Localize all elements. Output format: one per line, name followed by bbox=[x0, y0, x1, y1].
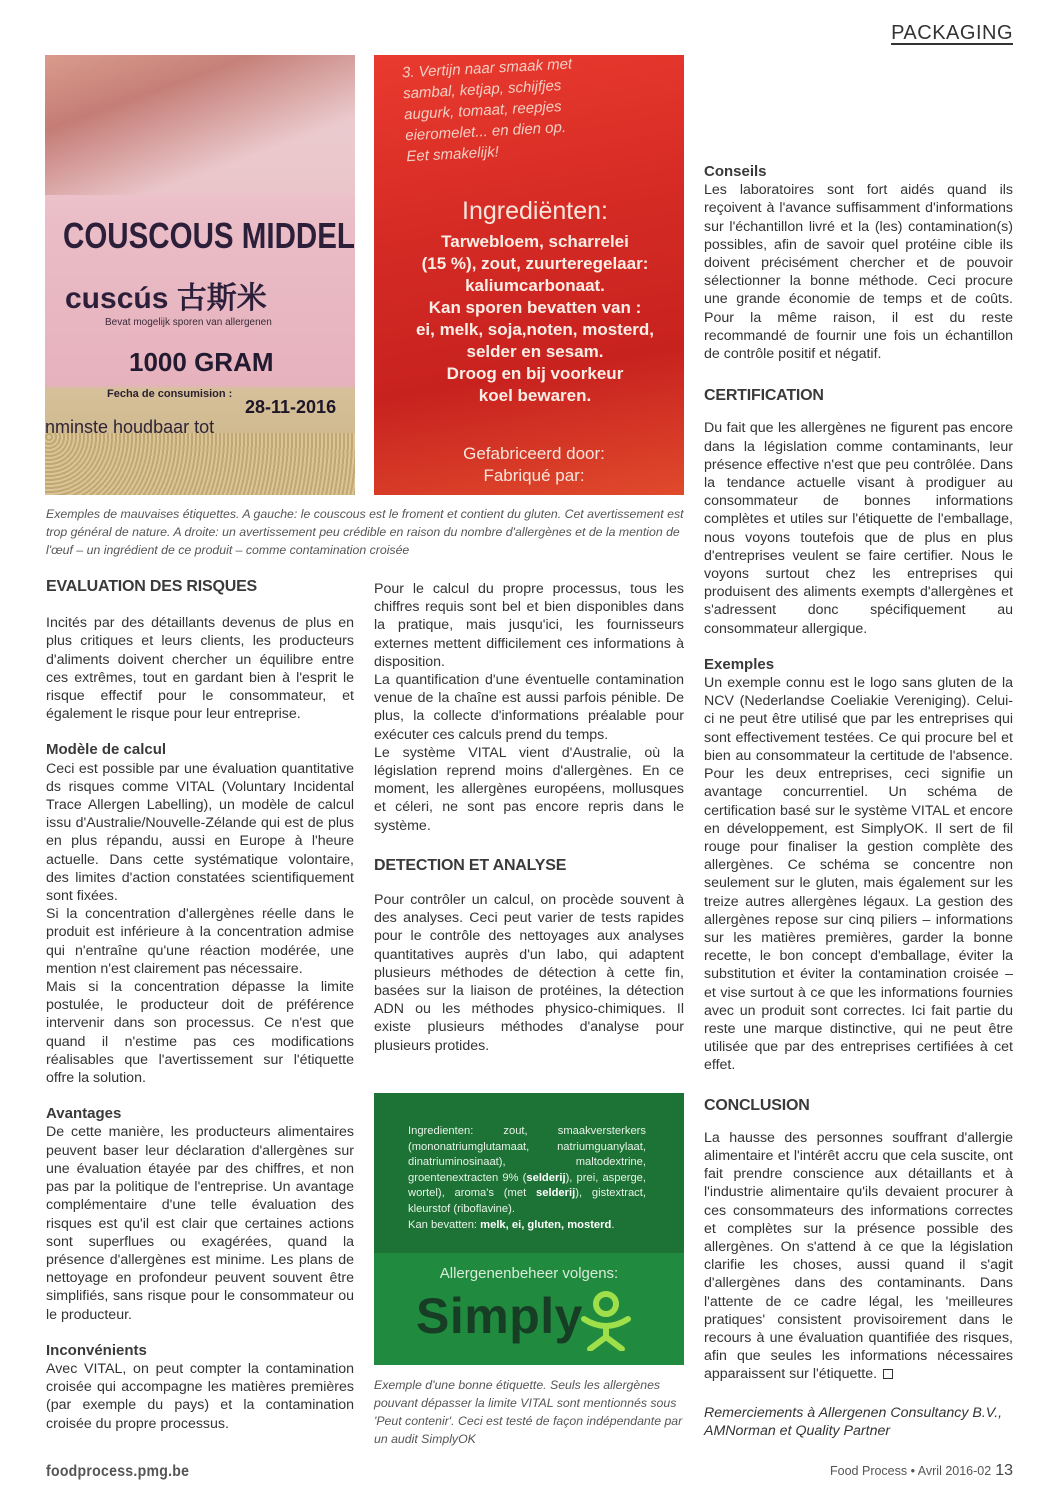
heading-evaluation: EVALUATION DES RISQUES bbox=[46, 578, 258, 595]
simplyok-logo-area bbox=[374, 1253, 684, 1365]
expiry-date: 28-11-2016 bbox=[245, 397, 337, 417]
footer-publication bbox=[830, 1462, 1013, 1480]
magazine-info: Food Process • Avril 2016-02 bbox=[830, 1464, 992, 1478]
paragraph: Pour le calcul du propre processus, tous les chiffres requis sont bel et bien disponibles dans la pratique, mais jusqu'ici, les fournisseurs externes mettent difficilement ces informations à disposition. bbox=[374, 581, 684, 670]
paragraph: Un exemple connu est le logo sans gluten de la NCV (Nederlandse Coeliakie Vereniging). Celui-ci ne peut être utilisé que par les entreprises qui sont effectivement testées. Ce qui procure bel et bien au consommateur la certitude de l'absence. Pour les deux entreprises, ceci signifie un avantage concurrentiel. Un schéma de certification basé sur le système VITAL et encore en développement, est SimplyOK. Il sert de fil rouge pour finaliser la gestion complète des allergènes. Ce schéma se concentre non seulement sur le gluten, mais également sur les treize autres allergènes légaux. La gestion des allergènes repose sur cinq piliers – informations sur les matières premières, garder la bonne recette, le bon concept d'emballage, éviter la substitution et éviter la contamination croisée – et vise surtout à ce que les informations fournies avec un produit sont correctes. Ici fait partie du reste une marque distinctive, qui ne peut être utilisée que par des entreprises certifiées à cet effet. bbox=[704, 675, 1013, 1074]
ingredients-text: ), prei, asperge, wortel), aroma's (met bbox=[408, 1171, 646, 1200]
ingredient-line: selder en sesam. bbox=[466, 342, 604, 361]
prep-line: eieromelet... en dien op. bbox=[404, 118, 567, 145]
paragraph: Mais si la concentration dépasse la limite postulée, le producteur doit de préférence intervenir dans son processus. Ce n'est que quand il n'estime pas ces modifications réalisables que l'avertissement sur l'étiquette offre la solution. bbox=[46, 979, 354, 1087]
heading-exemples: Exemples bbox=[704, 655, 775, 673]
ingredient-line: Tarwebloem, scharrelei bbox=[441, 232, 629, 251]
logo-tagline: Allergenenbeheer volgens: bbox=[439, 1265, 619, 1282]
paragraph: De cette manière, les producteurs alimentaires peuvent baser leur déclaration d'allergènes sur une évaluation étayée par des chiffres, et non pas par la politique de l'entreprise. Un avantage complémentaire d'une telle évaluation des risques est qu'il est clair que certaines actions sont superflues ou exagérées, quand la présence d'allergènes est minime. Les plans de nettoyage en profondeur peuvent souvent être simplifiés, sans risque pour le consommateur ou le producteur. bbox=[46, 1124, 354, 1323]
ingredients-box bbox=[374, 1093, 684, 1253]
allergen-highlight: selderij bbox=[526, 1171, 566, 1184]
product-title: COUSCOUS MIDDEL bbox=[63, 215, 355, 256]
page-number: 13 bbox=[995, 1462, 1013, 1479]
couscous-label-photo bbox=[45, 55, 355, 495]
prep-line: sambal, ketjap, schijfjes bbox=[402, 77, 562, 103]
simplyok-caption: Exemple d'une bonne étiquette. Seuls les allergènes pouvant dépasser la limite VITAL sont mentionnés sous 'Peut contenir'. Ceci est testé de façon indépendante par un audit SimplyOK bbox=[374, 1378, 683, 1446]
ingredients-text: Ingredienten: zout, smaakversterkers (mononatriumglutamaat, natriumguanylaat, dinatriuminosinaat), maltodextrine, groentenextracten 9% ( bbox=[408, 1125, 646, 1184]
allergen-highlight: selderij bbox=[536, 1187, 576, 1200]
paragraph: Incités par des détaillants devenus de plus en plus critiques et leurs clients, les producteurs d'aliments doivent chercher un équilibre entre ces extrêmes, tout en gardant bien à l'esprit le risque effectif pour le consommateur, et également le risque pour leur entreprise. bbox=[46, 615, 354, 723]
column-2 bbox=[374, 580, 684, 1055]
heading-inconvenients: Inconvénients bbox=[46, 1341, 147, 1359]
preparation-text bbox=[401, 55, 684, 167]
heading-modele: Modèle de calcul bbox=[46, 741, 167, 759]
column-3 bbox=[704, 163, 1013, 1440]
simplyok-logo-text: Simply bbox=[416, 1288, 583, 1344]
paragraph bbox=[704, 1129, 1013, 1384]
factory-line: Fabriqué par: bbox=[483, 466, 585, 485]
paragraph: Pour contrôler un calcul, on procède souvent à des analyses. Ceci peut varier de tests rapides pour le contrôle des nettoyages aux analyses quantitatives auprès d'un labo, qui adaptent plusieurs méthodes de détection à cette fin, basées sur la liaison de protéines, la détection ADN ou les méthodes physico-chimiques. Il existe plusieurs méthodes d'analyse pour plusieurs protides. bbox=[374, 892, 684, 1054]
ingredient-line: kaliumcarbonaat. bbox=[465, 276, 605, 295]
spice-decoration bbox=[45, 55, 355, 195]
conclusion-text: La hausse des personnes souffrant d'allergie alimentaire et l'intérêt accru que cela suscite, ont fait prendre conscience aux détaillants et à l'industrie alimentaire qu'ils devaient procurer à ces consommateurs des informations correctes et complètes sur la présence possible des allergènes. On s'attend à ce que la législation clarifie les choses, aussi quand il s'agit d'allergènes dans des contaminants. Dans l'attente de ce cadre légal, les 'meilleures pratiques' consistent provisoirement dans le recours à une évaluation quantifiée des risques, afin que seules les informations nécessaires apparaissent sur l'étiquette. bbox=[704, 1129, 1013, 1383]
heading-conclusion: CONCLUSION bbox=[704, 1096, 810, 1114]
end-mark-icon bbox=[883, 1369, 893, 1379]
paragraph: La quantification d'une éventuelle contamination venue de la chaîne est aussi parfois pénible. De plus, la collecte d'informations préalable pour exécuter ces calculs prend du temps. bbox=[374, 672, 684, 743]
heading-certification: CERTIFICATION bbox=[704, 387, 824, 405]
heading-avantages: Avantages bbox=[46, 1105, 122, 1123]
best-before-text: nminste houdbaar tot bbox=[45, 417, 215, 437]
may-contain-end: . bbox=[611, 1218, 615, 1231]
manufacturer-text bbox=[434, 443, 634, 487]
factory-line: Gefabriceerd door: bbox=[463, 444, 605, 463]
heading-detection: DETECTION ET ANALYSE bbox=[374, 856, 567, 874]
simplyok-label-image bbox=[374, 1093, 684, 1365]
prep-line: 3. Vertijn naar smaak met bbox=[401, 55, 573, 82]
paragraph: Ceci est possible par une évaluation quantitative ds risques comme VITAL (Voluntary Incidental Trace Allergen Labelling), un modèle de calcul issu d'Australie/Nouvelle-Zélande qui est de plus en plus répandu, aussi en Europe à l'heure actuelle. Dans cette systématique volontaire, des limites d'action constatées scientifiquement sont fixées. bbox=[46, 760, 354, 905]
heading-conseils: Conseils bbox=[704, 163, 767, 180]
date-label: Fecha de consumision : bbox=[107, 388, 233, 400]
ingredient-line: Kan sporen bevatten van : bbox=[428, 298, 642, 317]
paragraph: Les laboratoires sont fort aidés quand ils reçoivent à l'avance suffisamment d'informations sur l'échantillon livré et la (les) contamination(s) possibles, afin de savoir quel protéine cible ils doivent précisément chercher et de pouvoir sélectionner la bonne méthode. Ceci procure une grande économie de temps et de coûts. Pour la même raison, il est du reste recommandé de fournir une fois un échantillon de contrôle positif et négatif. bbox=[704, 182, 1013, 363]
allergen-note: Bevat mogelijk sporen van allergenen bbox=[105, 317, 272, 328]
photo-caption: Exemples de mauvaises étiquettes. A gauche: le couscous est le froment et contient du gluten. Cet avertissement est trop général de nature. A droite: un avertissement peu crédible en raison du nombre d'allergènes et de la mention de l'œuf – un ingrédient de ce produit – comme contamination croisée bbox=[46, 507, 684, 557]
footer-site-link[interactable]: foodprocess.pmg.be bbox=[46, 1463, 190, 1480]
may-contain-label: Kan bevatten: bbox=[408, 1218, 481, 1231]
paragraph: Du fait que les allergènes ne figurent pas encore dans la législation comme contaminants, leur présence effective n'est que peu contrôlée. Dans la tendance actuelle visant à prodiguer au consommateur de bonnes informations complètes et utiles sur l'étiquette de l'emballage, nous voyons toutefois que de plus en plus d'entreprises veulent se faire certifier. Nous le voyons surtout chez les entreprises qui produisent des aliments exempts d'allergènes et s'adressent donc spécifiquement au consommateur allergique. bbox=[704, 420, 1013, 637]
product-subtitle: cuscús 古斯米 bbox=[65, 282, 267, 315]
ok-person-icon bbox=[578, 1291, 634, 1351]
may-contain-items: melk, ei, gluten, mosterd bbox=[480, 1218, 612, 1231]
paragraph: Si la concentration d'allergènes réelle dans le produit est inférieure à la concentration admise qui n'entraîne qu'une réaction modérée, une mention n'est clairement pas nécessaire. bbox=[46, 906, 354, 977]
ingredient-line: Droog en bij voorkeur bbox=[446, 364, 624, 383]
couscous-grain-texture bbox=[45, 433, 355, 495]
ingredient-line: (15 %), zout, zuurteregelaar: bbox=[421, 254, 649, 273]
paragraph: Avec VITAL, on peut compter la contamination croisée qui accompagne les matières premières (par exemple du pays) et la contamination croisée du propre processus. bbox=[46, 1360, 354, 1432]
acknowledgements: Remerciements à Allergenen Consultancy B.V., AMNorman et Quality Partner bbox=[704, 1404, 1003, 1439]
paragraph: Le système VITAL vient d'Australie, où la législation reprend moins d'allergènes. En ce moment, les allergènes européens, mollusques et céleri, ne sont pas encore repris dans le système. bbox=[374, 744, 684, 834]
product-weight: 1000 GRAM bbox=[129, 347, 274, 377]
ingredients-text bbox=[390, 231, 680, 407]
ingredients-heading: Ingrediënten: bbox=[462, 197, 608, 225]
ingredient-line: ei, melk, soja,noten, mosterd, bbox=[415, 320, 655, 339]
section-tag: PACKAGING bbox=[891, 22, 1013, 44]
red-label-photo bbox=[374, 55, 684, 495]
prep-line: augurk, tomaat, reepjes bbox=[403, 98, 563, 124]
prep-line: Eet smakelijk! bbox=[405, 143, 500, 166]
ingredient-line: koel bewaren. bbox=[478, 386, 592, 405]
column-1 bbox=[46, 578, 354, 1433]
ingredients-text: ), gistextract, kleurstof (riboflavine). bbox=[408, 1187, 646, 1215]
